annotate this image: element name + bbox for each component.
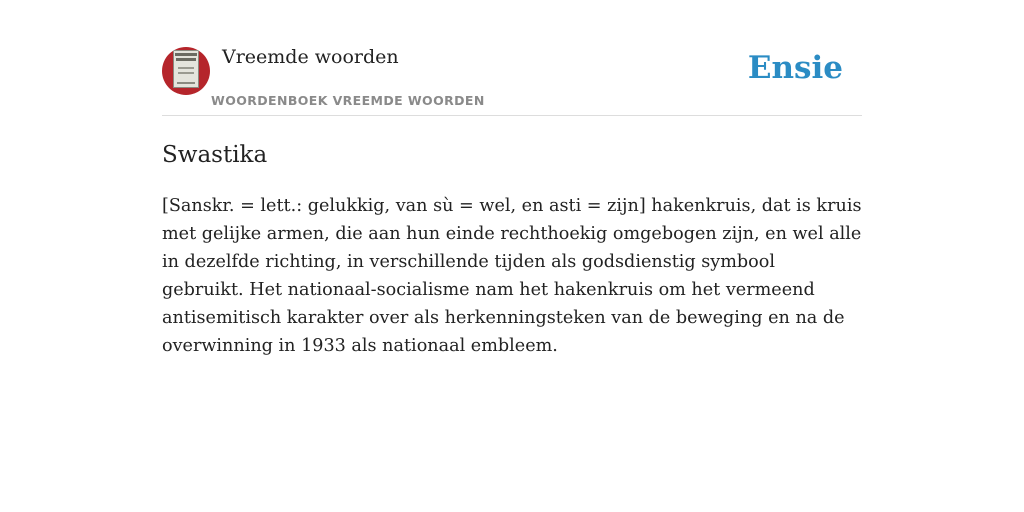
entry-title: Swastika bbox=[162, 142, 268, 168]
site-subtitle[interactable]: WOORDENBOEK VREEMDE WOORDEN bbox=[211, 93, 485, 108]
entry-definition: [Sanskr. = lett.: gelukkig, van sù = wel, en asti = zijn] hakenkruis, dat is kruis met gelijke armen, die aan hun einde rechthoekig omgebogen zijn, en wel alle in dezelfde richting, in verschillende tijden als godsdienstig symbool gebruikt. Het nationaal-socialisme nam het hakenkruis om het vermeend antisemitisch karakter over als herkenningsteken van de beweging en na de overwinning in 1933 als nationaal embleem. bbox=[162, 196, 862, 356]
ensie-logo-link[interactable]: Ensie bbox=[747, 50, 843, 86]
page-container bbox=[162, 0, 862, 360]
site-title[interactable]: Vreemde woorden bbox=[222, 46, 399, 68]
book-cover-icon[interactable] bbox=[162, 47, 210, 95]
site-header bbox=[162, 0, 862, 116]
book-cover bbox=[173, 50, 199, 88]
